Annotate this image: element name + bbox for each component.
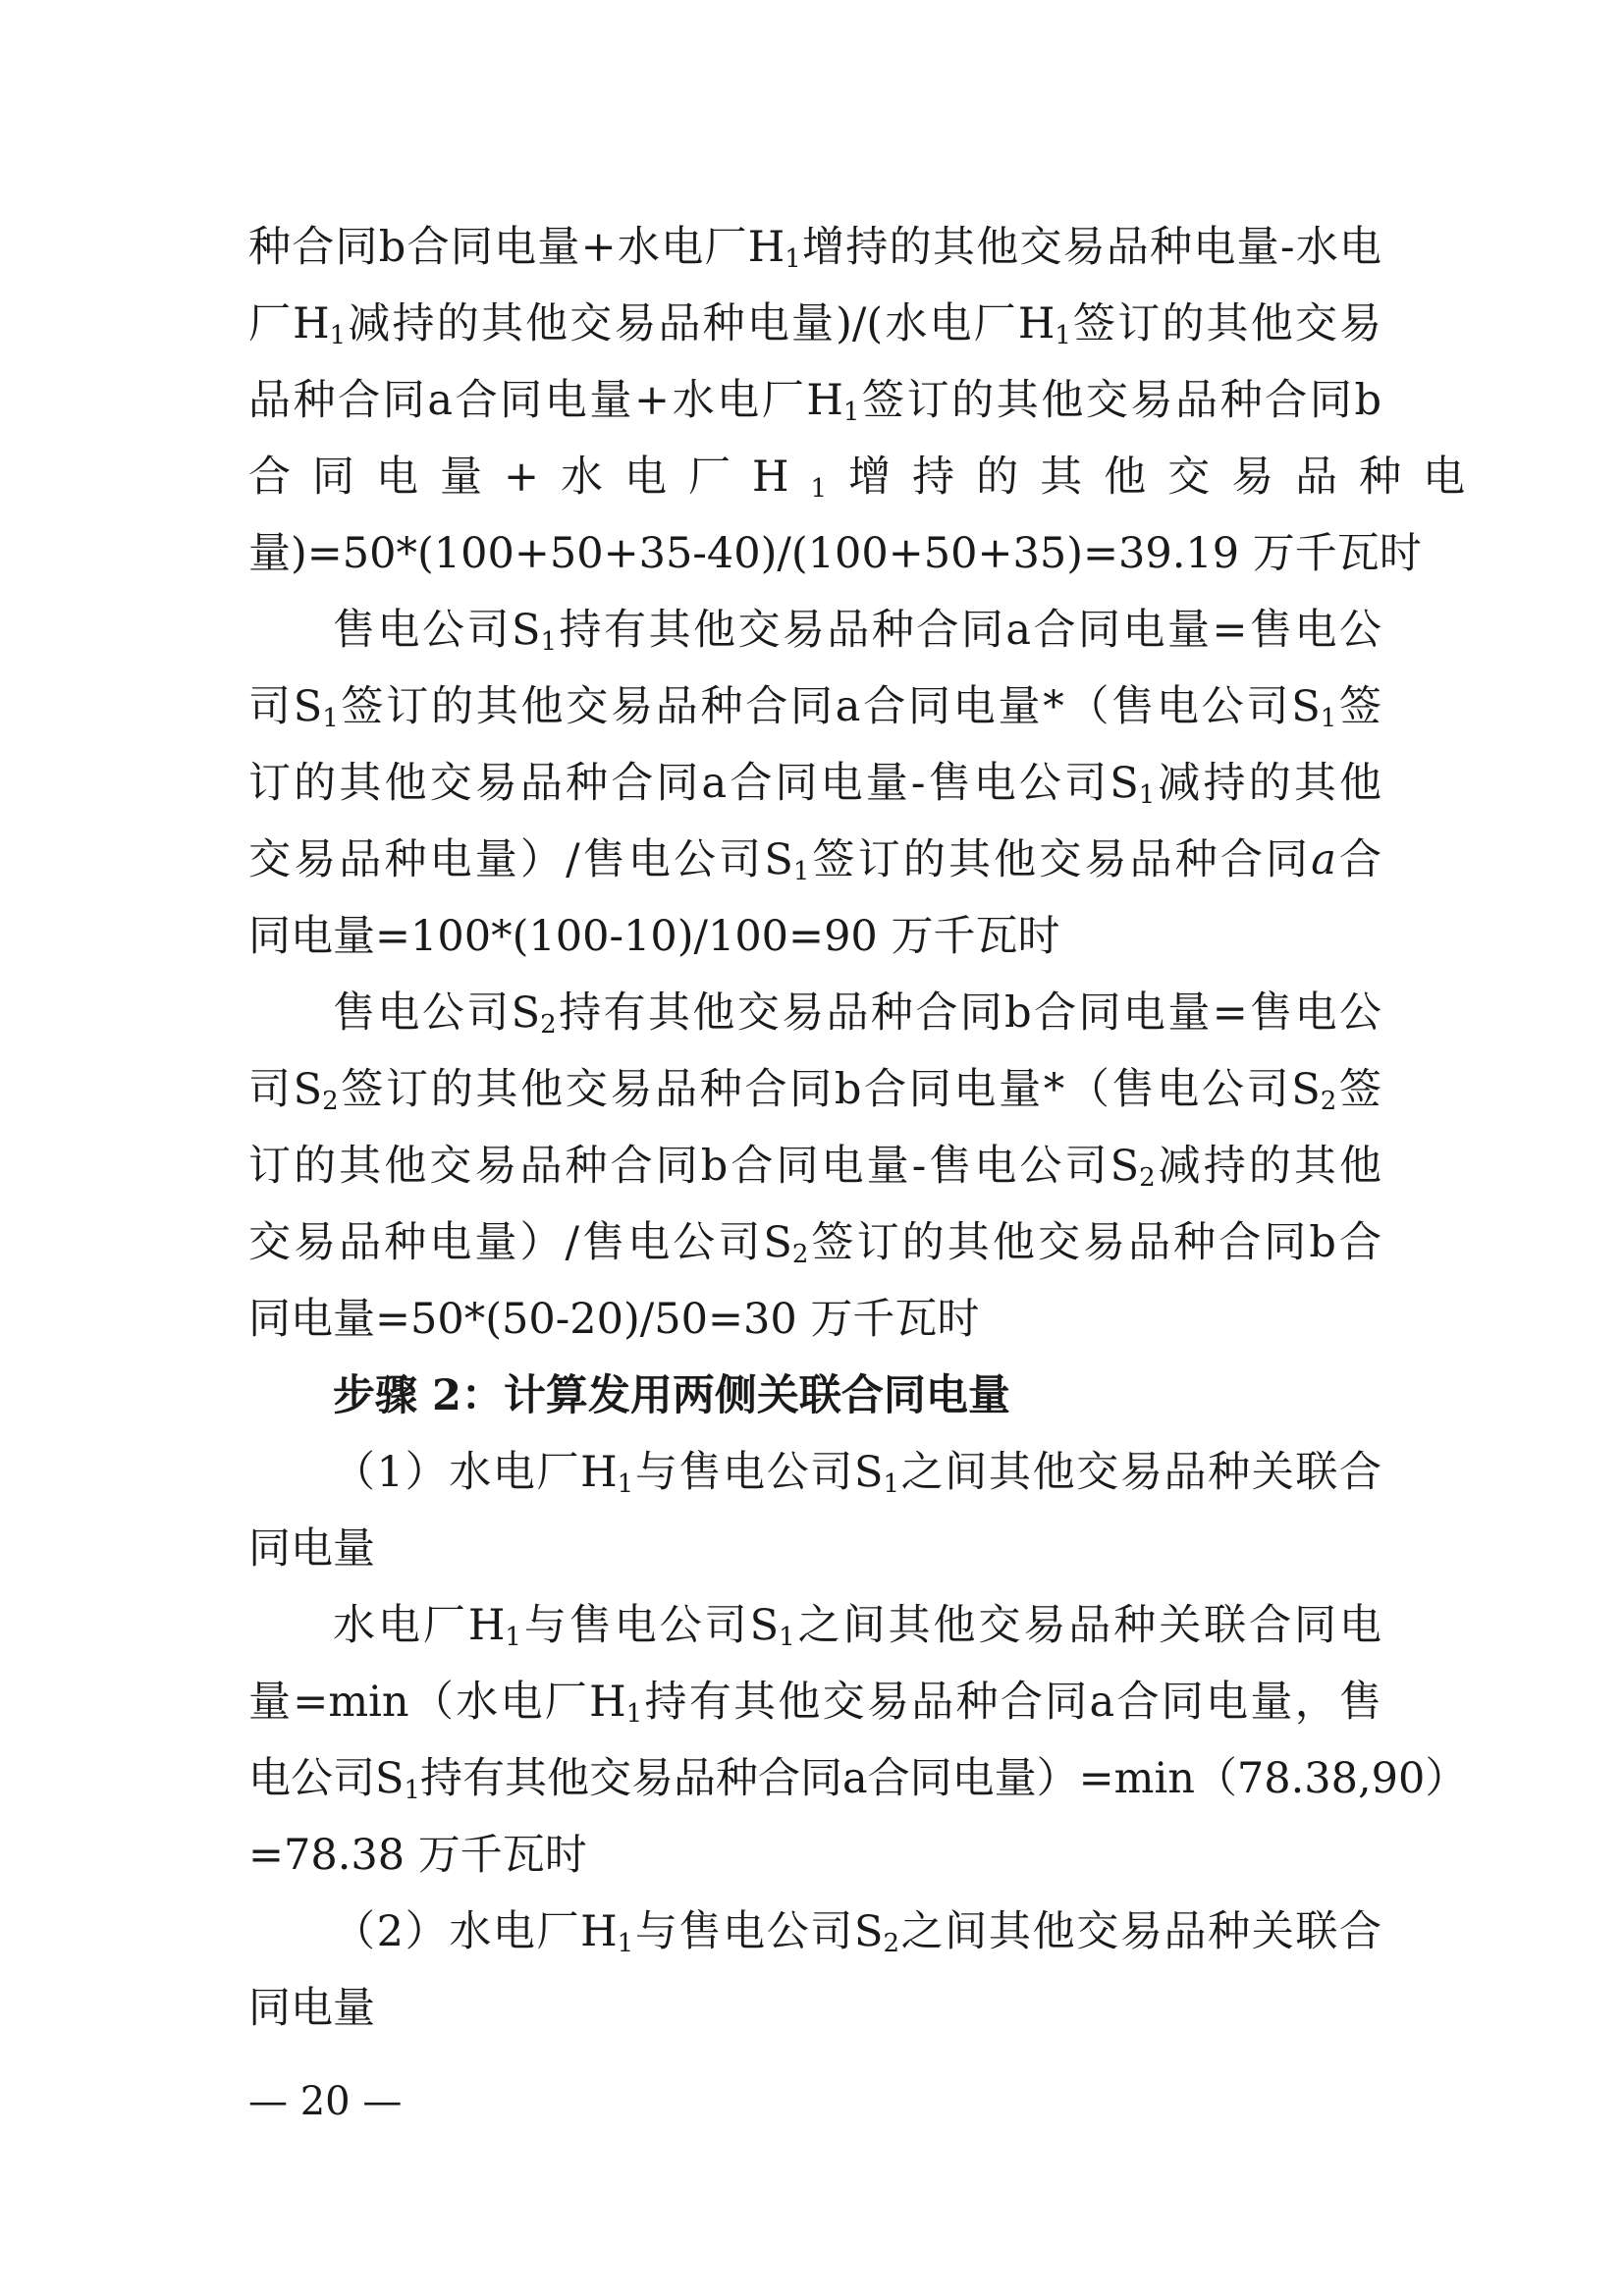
item-2-line-2: 同电量 — [248, 1984, 375, 2033]
p4-line-4: =78.38 万千瓦时 — [248, 1831, 587, 1880]
p2-line-1: 售电公司$S_1$持有其他交易品种合同a合同电量=售电公 — [333, 606, 1381, 657]
p1-line-1: 种合同b合同电量+水电厂$H_1$增持的其他交易品种电量-水电 — [248, 223, 1382, 274]
item-2-line-1: （2）水电厂$H_1$与售电公司$S_2$之间其他交易品种关联合 — [333, 1907, 1382, 1958]
body-text — [248, 209, 1488, 2047]
p3-line-5: 同电量=50*(50-20)/50=30 万千瓦时 — [248, 1295, 980, 1344]
p4-line-3: 电公司$S_1$持有其他交易品种合同a合同电量）=min（78.38,90） — [248, 1754, 1468, 1805]
p4-line-2: 量=min（水电厂$H_1$持有其他交易品种合同a合同电量，售 — [248, 1678, 1381, 1729]
p3-line-2: 司$S_2$签订的其他交易品种合同b合同电量*（售电公司$S_2$签 — [248, 1065, 1382, 1116]
item-1-line-1: （1）水电厂$H_1$与售电公司$S_1$之间其他交易品种关联合 — [333, 1448, 1382, 1499]
page-number: — 20 — — [248, 2079, 403, 2124]
p2-line-4: 交易品种电量）/售电公司$S_1$签订的其他交易品种合同a合 — [248, 835, 1382, 886]
p1-line-3: 品种合同a合同电量+水电厂$H_1$签订的其他交易品种合同b — [248, 376, 1381, 427]
p2-line-5: 同电量=100*(100-10)/100=90 万千瓦时 — [248, 912, 1060, 961]
step-2-heading: 步骤 2：计算发用两侧关联合同电量 — [333, 1371, 1010, 1420]
p1-line-4: 合同电量+水电厂$H_1$增持的其他交易品种电 — [248, 453, 1488, 504]
p1-line-2: 厂$H_1$减持的其他交易品种电量)/(水电厂$H_1$签订的其他交易 — [248, 299, 1382, 350]
p1-line-5: 量)=50*(100+50+35-40)/(100+50+35)=39.19 万千瓦时 — [248, 529, 1422, 578]
p4-line-1: 水电厂$H_1$与售电公司$S_1$之间其他交易品种关联合同电 — [333, 1601, 1381, 1652]
p2-line-3: 订的其他交易品种合同a合同电量-售电公司$S_1$减持的其他 — [248, 759, 1381, 810]
p3-line-3: 订的其他交易品种合同b合同电量-售电公司$S_2$减持的其他 — [248, 1142, 1381, 1193]
p2-line-2: 司$S_1$签订的其他交易品种合同a合同电量*（售电公司$S_1$签 — [248, 682, 1382, 733]
p3-line-1: 售电公司$S_2$持有其他交易品种合同b合同电量=售电公 — [333, 988, 1381, 1040]
p3-line-4: 交易品种电量）/售电公司$S_2$签订的其他交易品种合同b合 — [248, 1218, 1381, 1269]
item-1-line-2: 同电量 — [248, 1524, 375, 1574]
